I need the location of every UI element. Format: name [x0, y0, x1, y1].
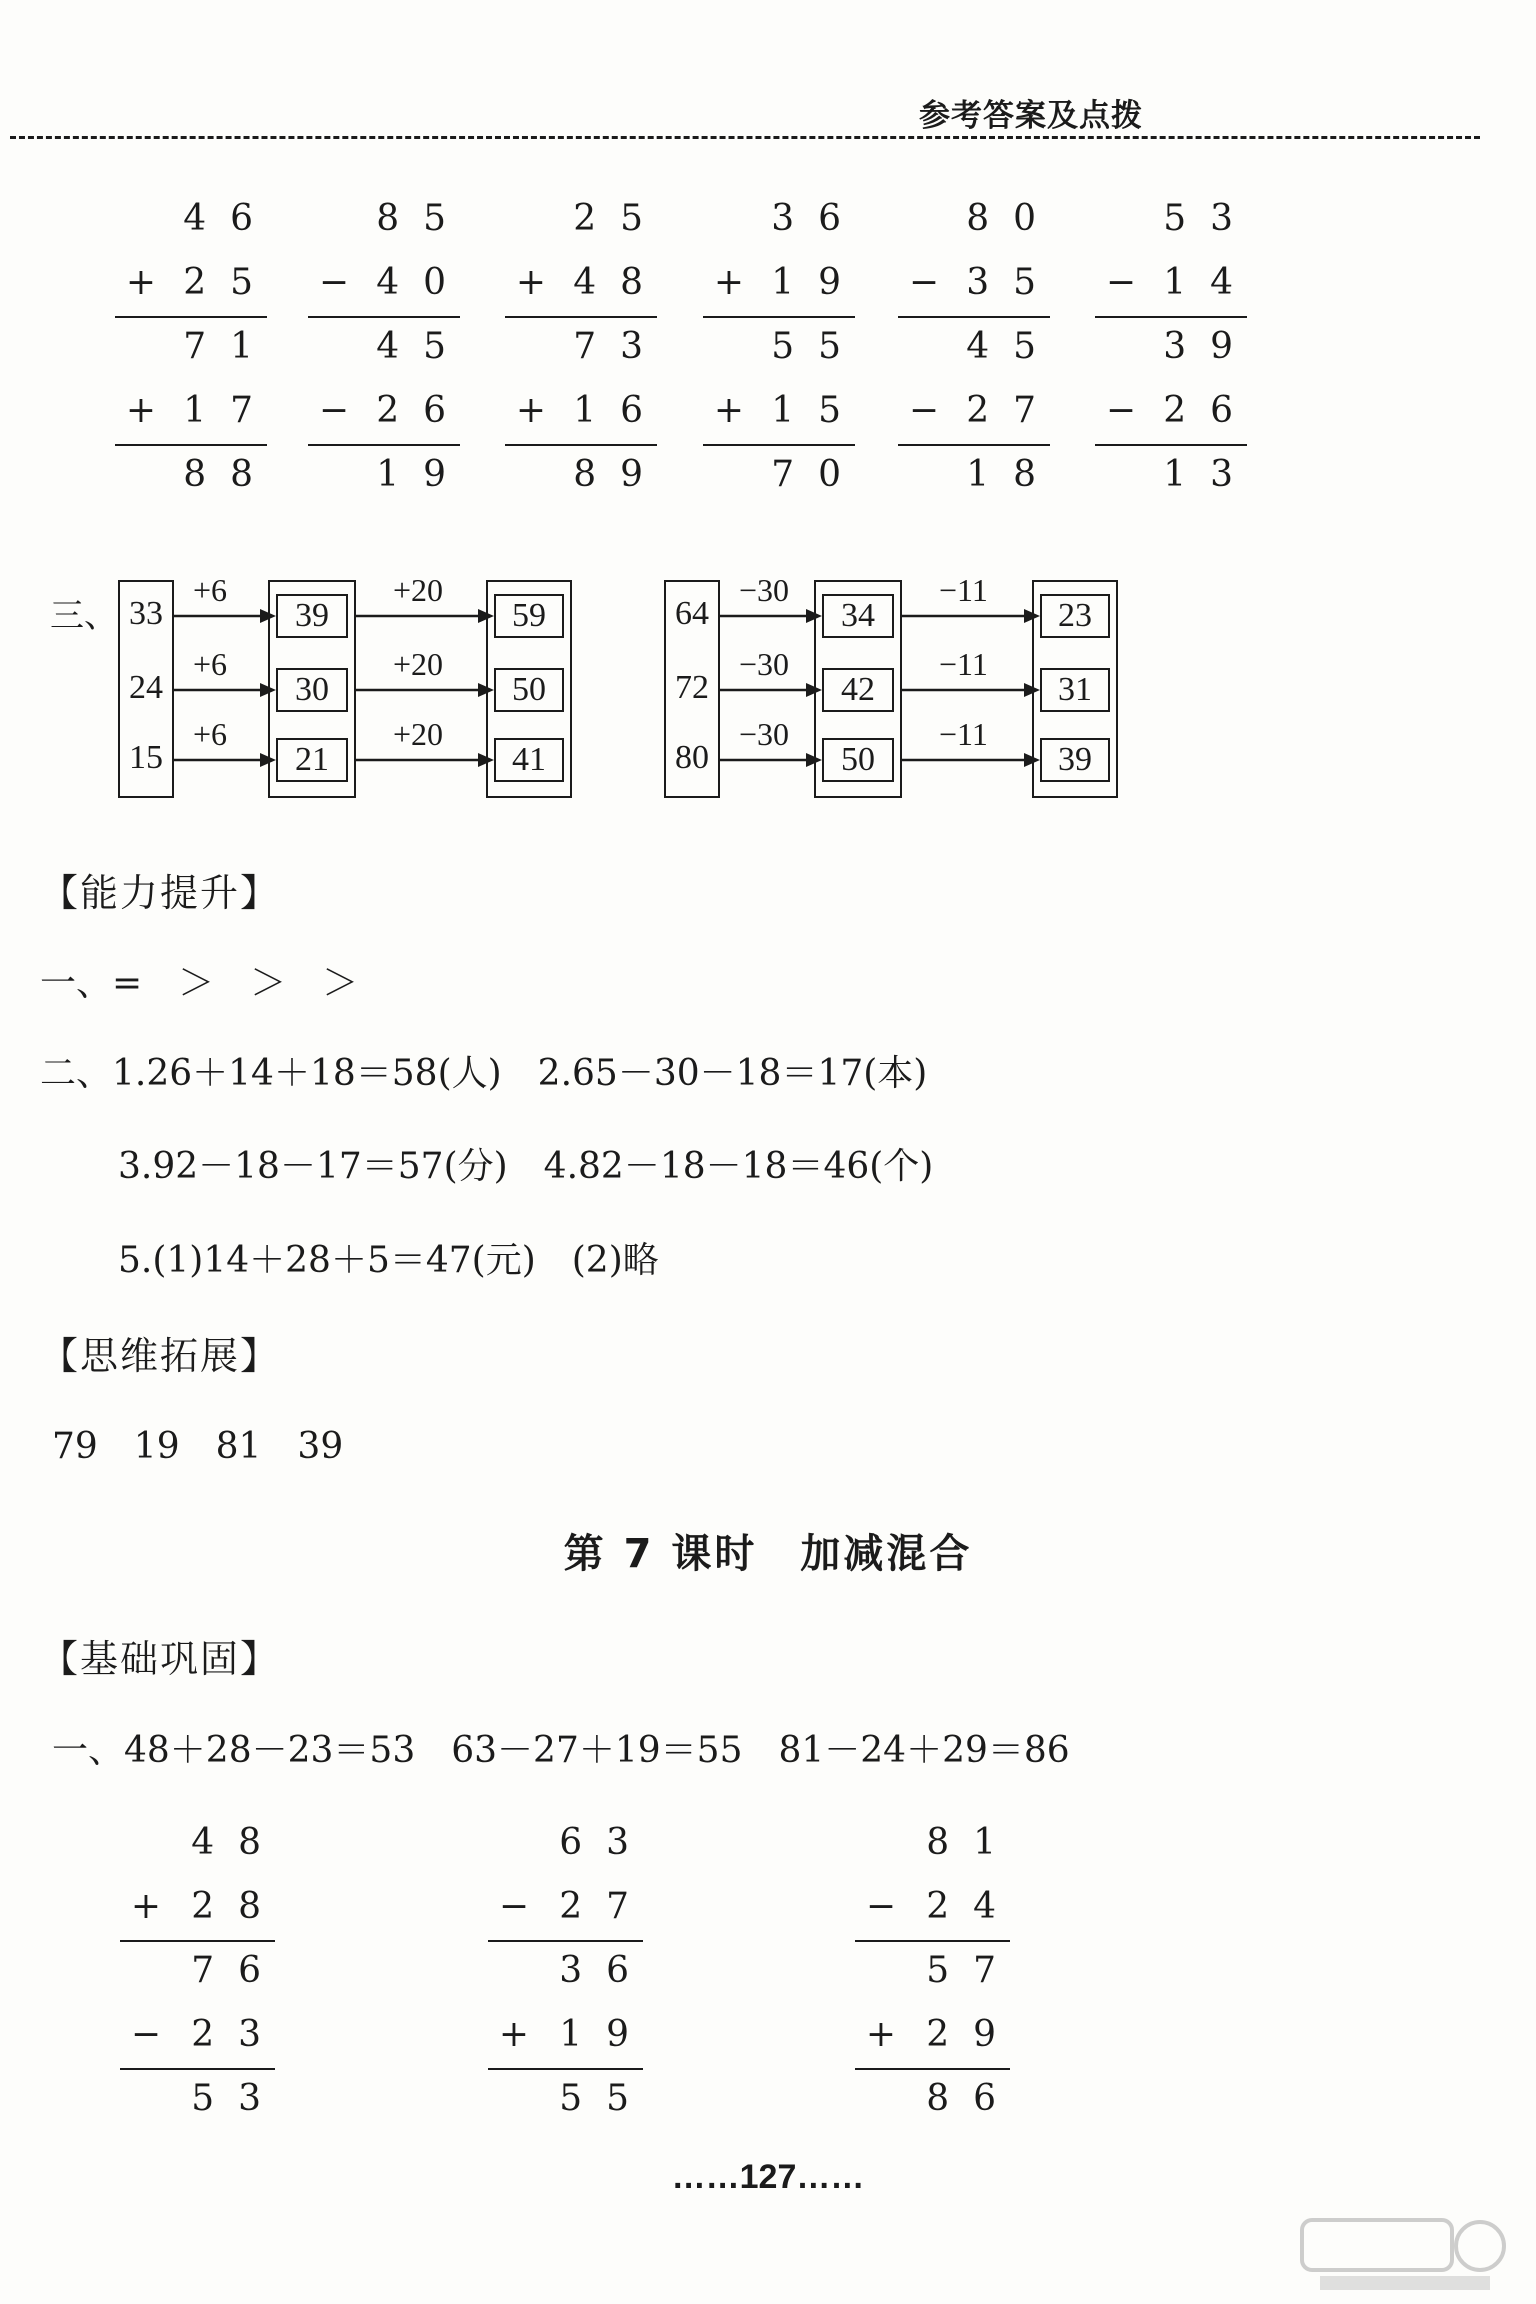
calc-number: 76	[191, 1950, 285, 1991]
calc-row	[855, 2006, 1020, 2070]
calc-number: 48	[573, 262, 667, 303]
ability-q1: 一、= ＞ ＞ ＞	[40, 963, 359, 1004]
flow-operation-label: +20	[393, 716, 444, 752]
calc-operator: −	[1105, 390, 1137, 431]
flowB-end-value: 39	[1040, 738, 1110, 782]
calc-number: 45	[376, 326, 470, 367]
flow-operation-label: +6	[193, 716, 228, 752]
flowA-mid-value: 30	[276, 668, 348, 712]
calc-row	[120, 2070, 285, 2134]
ability-q2-line3: 5.(1)14＋28＋5＝47(元) (2)略	[118, 1240, 659, 1281]
flow-operation-label: −11	[939, 646, 988, 682]
flowB-end-value: 31	[1040, 668, 1110, 712]
watermark-logo	[1300, 2216, 1510, 2296]
calc-row	[120, 1878, 285, 1942]
calc-number: 15	[771, 390, 865, 431]
ability-q2-line1: 二、1.26＋14＋18＝58(人) 2.65－30－18＝17(本)	[40, 1053, 928, 1094]
calc-number: 14	[1163, 262, 1257, 303]
calc-row	[488, 2070, 653, 2134]
bottom-calc-1	[488, 1814, 653, 2134]
calc-row	[488, 1942, 653, 2006]
calc-number: 25	[573, 198, 667, 239]
calc-number: 53	[191, 2078, 285, 2119]
flowA-end-value: 50	[494, 668, 564, 712]
calc-row	[855, 1814, 1020, 1878]
calc-number: 26	[376, 390, 470, 431]
flow-operation-label: −30	[739, 646, 790, 682]
flow-operation-label: +6	[193, 646, 228, 682]
calc-number: 73	[573, 326, 667, 367]
basic-q1: 一、48＋28－23＝53 63－27＋19＝55 81－24＋29＝86	[52, 1730, 1070, 1771]
flowA-mid-value: 39	[276, 594, 348, 638]
calc-operator: −	[908, 262, 940, 303]
calc-number: 27	[966, 390, 1060, 431]
calc-operator: +	[130, 1886, 162, 1927]
flowB-start-value: 80	[675, 739, 709, 776]
calc-number: 39	[1163, 326, 1257, 367]
calc-number: 36	[559, 1950, 653, 1991]
calc-number: 71	[183, 326, 277, 367]
calc-number: 88	[183, 454, 277, 495]
flow-operation-label: −30	[739, 716, 790, 752]
flow-operation-label: −11	[939, 572, 988, 608]
calc-operator: −	[908, 390, 940, 431]
calc-number: 45	[966, 326, 1060, 367]
calc-operator: +	[498, 2014, 530, 2055]
calc-operator: −	[318, 390, 350, 431]
calc-operator: +	[713, 390, 745, 431]
calc-number: 24	[926, 1886, 1020, 1927]
calc-number: 48	[191, 1822, 285, 1863]
calc-row	[488, 1878, 653, 1942]
flowA-mid-value: 21	[276, 738, 348, 782]
calc-number: 80	[966, 198, 1060, 239]
flowB-mid-value: 50	[822, 738, 894, 782]
ability-heading: 【能力提升】	[40, 871, 281, 915]
calc-number: 29	[926, 2014, 1020, 2055]
calc-number: 70	[771, 454, 865, 495]
ability-q2-line2: 3.92－18－17＝57(分) 4.82－18－18＝46(个)	[118, 1146, 934, 1187]
flowA-start-value: 15	[129, 739, 163, 776]
calc-number: 35	[966, 262, 1060, 303]
flow-operation-label: −11	[939, 716, 988, 752]
calc-number: 89	[573, 454, 667, 495]
bottom-calc-0	[120, 1814, 285, 2134]
flowB-mid-value: 42	[822, 668, 894, 712]
calc-number: 17	[183, 390, 277, 431]
calc-number: 16	[573, 390, 667, 431]
calc-operator: −	[130, 2014, 162, 2055]
flowA-end-value: 41	[494, 738, 564, 782]
calc-row	[120, 1942, 285, 2006]
calc-number: 57	[926, 1950, 1020, 1991]
calc-number: 86	[926, 2078, 1020, 2119]
flowA-start-value: 24	[129, 669, 163, 706]
section3-label: 三、	[50, 596, 118, 636]
calc-row	[855, 2070, 1020, 2134]
bottom-calc-2	[855, 1814, 1020, 2134]
basic-heading: 【基础巩固】	[40, 1637, 281, 1681]
flowB-end-value: 23	[1040, 594, 1110, 638]
calc-row	[488, 1814, 653, 1878]
flowA-end-value: 59	[494, 594, 564, 638]
calc-operator: −	[865, 1886, 897, 1927]
thinking-answers: 79 19 81 39	[52, 1426, 344, 1467]
flow-operation-label: +20	[393, 646, 444, 682]
calc-row	[488, 2006, 653, 2070]
calc-number: 19	[559, 2014, 653, 2055]
calc-operator: +	[515, 262, 547, 303]
calc-number: 13	[1163, 454, 1257, 495]
calc-number: 81	[926, 1822, 1020, 1863]
calc-number: 28	[191, 1886, 285, 1927]
calc-number: 55	[771, 326, 865, 367]
calc-operator: −	[318, 262, 350, 303]
flow-operation-label: −30	[739, 572, 790, 608]
calc-operator: +	[713, 262, 745, 303]
flowA-start-value: 33	[129, 595, 163, 632]
flowB-start-value: 72	[675, 669, 709, 706]
calc-number: 36	[771, 198, 865, 239]
calc-number: 46	[183, 198, 277, 239]
calc-operator: −	[498, 1886, 530, 1927]
calc-number: 19	[771, 262, 865, 303]
calc-number: 85	[376, 198, 470, 239]
calc-row	[120, 1814, 285, 1878]
page-number: ……127……	[671, 2158, 865, 2196]
calc-operator: +	[865, 2014, 897, 2055]
flowB-start-value: 64	[675, 595, 709, 632]
flowB-mid-value: 34	[822, 594, 894, 638]
calc-number: 55	[559, 2078, 653, 2119]
calc-operator: +	[515, 390, 547, 431]
header-title-text: 参考答案及点拨	[919, 98, 1143, 134]
calc-row	[855, 1942, 1020, 2006]
flow-operation-label: +20	[393, 572, 444, 608]
calc-number: 63	[559, 1822, 653, 1863]
calc-row	[120, 2006, 285, 2070]
calc-row	[855, 1878, 1020, 1942]
calc-number: 23	[191, 2014, 285, 2055]
thinking-heading: 【思维拓展】	[40, 1334, 281, 1378]
calc-operator: −	[1105, 262, 1137, 303]
calc-number: 25	[183, 262, 277, 303]
calc-number: 53	[1163, 198, 1257, 239]
lesson-title: 第 7 课时 加减混合	[563, 1531, 973, 1577]
calc-number: 18	[966, 454, 1060, 495]
calc-operator: +	[125, 390, 157, 431]
flow-operation-label: +6	[193, 572, 228, 608]
calc-number: 27	[559, 1886, 653, 1927]
calc-number: 40	[376, 262, 470, 303]
calc-operator: +	[125, 262, 157, 303]
calc-number: 26	[1163, 390, 1257, 431]
calc-number: 19	[376, 454, 470, 495]
